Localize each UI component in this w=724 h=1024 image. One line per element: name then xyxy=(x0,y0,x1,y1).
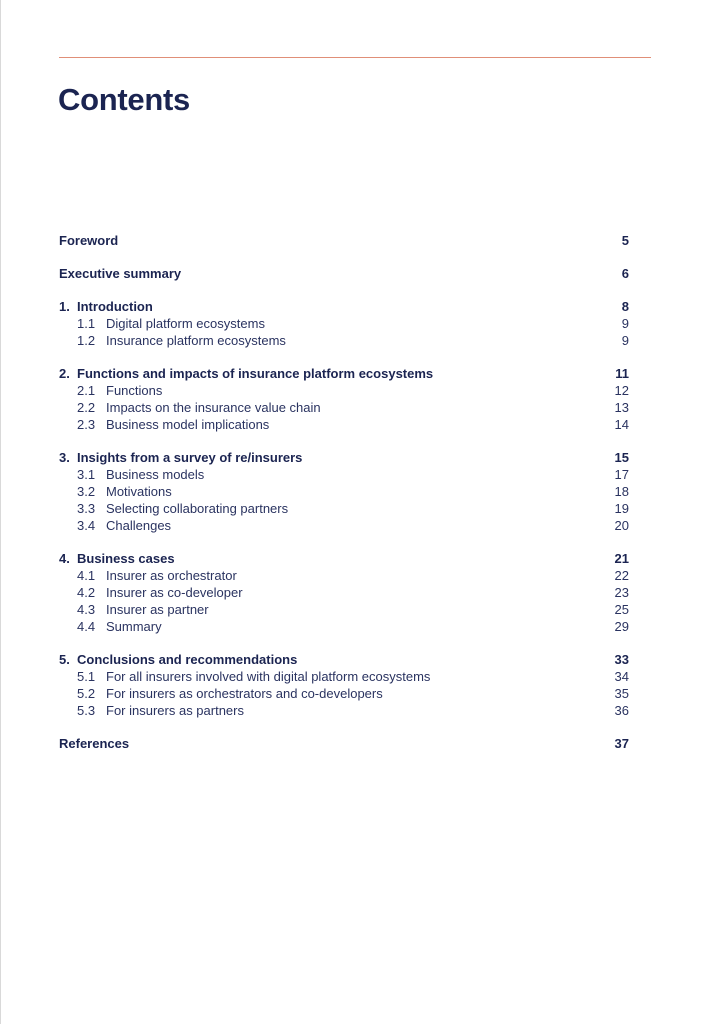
toc-entry-number: 1. xyxy=(59,299,70,314)
toc-subentry-page: 22 xyxy=(614,568,629,583)
header-rule xyxy=(59,57,651,58)
toc-subentry-page: 20 xyxy=(614,518,629,533)
toc-subentry[interactable] xyxy=(59,332,629,349)
toc-entry-page: 11 xyxy=(615,366,629,381)
toc-subentry-number: 3.4 xyxy=(77,518,96,533)
toc-entry-page: 33 xyxy=(614,652,629,667)
toc-subentry-label: For insurers as partners xyxy=(106,703,244,718)
toc-subentry-number: 4.2 xyxy=(77,585,96,600)
toc-subentry-number: 1.2 xyxy=(77,333,96,348)
toc-subentry[interactable] xyxy=(59,618,629,635)
toc-entry-page: 8 xyxy=(621,299,629,314)
toc-subentry-page: 14 xyxy=(614,417,629,432)
toc-section xyxy=(59,550,629,635)
toc-section xyxy=(59,265,629,282)
toc-entry[interactable] xyxy=(59,298,629,315)
toc-subentry[interactable] xyxy=(59,500,629,517)
toc-subentry-page: 29 xyxy=(614,619,629,634)
toc-subentry-page: 23 xyxy=(614,585,629,600)
toc-subentry-number: 3.2 xyxy=(77,484,96,499)
toc-subentry[interactable] xyxy=(59,399,629,416)
toc-entry-label: Executive summary xyxy=(59,266,182,281)
toc-subentry-label: Insurer as orchestrator xyxy=(106,568,237,583)
toc-entry-number: 4. xyxy=(59,551,70,566)
toc-section xyxy=(59,449,629,534)
toc-subentry-number: 4.1 xyxy=(77,568,96,583)
toc-entry-label: Conclusions and recommendations xyxy=(77,652,298,667)
toc-subentry-label: For insurers as orchestrators and co-developers xyxy=(106,686,383,701)
toc-entry[interactable] xyxy=(59,550,629,567)
toc-entry-page: 15 xyxy=(614,450,629,465)
toc-entry[interactable] xyxy=(59,735,629,752)
toc-subentry-label: Impacts on the insurance value chain xyxy=(106,400,321,415)
toc-subentry-page: 19 xyxy=(614,501,629,516)
toc-entry-label: Foreword xyxy=(59,233,119,248)
toc-subentry-number: 4.3 xyxy=(77,602,96,617)
toc-section xyxy=(59,651,629,719)
toc-section xyxy=(59,232,629,249)
toc-subentry-label: Insurance platform ecosystems xyxy=(106,333,286,348)
toc-entry-number: 5. xyxy=(59,652,70,667)
toc-entry[interactable] xyxy=(59,265,629,282)
toc-entry-page: 37 xyxy=(614,736,629,751)
toc-subentry-page: 12 xyxy=(614,383,629,398)
toc-subentry[interactable] xyxy=(59,702,629,719)
toc-subentry-label: Insurer as co-developer xyxy=(106,585,243,600)
toc-subentry-page: 18 xyxy=(614,484,629,499)
toc-subentry[interactable] xyxy=(59,483,629,500)
toc-entry-label: References xyxy=(59,736,130,751)
toc-subentry-label: Digital platform ecosystems xyxy=(106,316,265,331)
toc-subentry[interactable] xyxy=(59,517,629,534)
toc-entry-label: Functions and impacts of insurance platform ecosystems xyxy=(77,366,434,381)
toc-subentry[interactable] xyxy=(59,685,629,702)
toc-subentry-number: 2.1 xyxy=(77,383,96,398)
toc-subentry-number: 3.1 xyxy=(77,467,96,482)
toc-subentry-label: Business model implications xyxy=(106,417,270,432)
toc-entry-number: 2. xyxy=(59,366,70,381)
toc-subentry-label: For all insurers involved with digital platform ecosystems xyxy=(106,669,431,684)
toc-section xyxy=(59,365,629,433)
toc-subentry[interactable] xyxy=(59,315,629,332)
toc-section xyxy=(59,735,629,752)
toc-entry[interactable] xyxy=(59,232,629,249)
toc-entry[interactable] xyxy=(59,651,629,668)
toc-entry-number: 3. xyxy=(59,450,70,465)
toc-subentry-number: 1.1 xyxy=(77,316,96,331)
toc-entry-label: Introduction xyxy=(77,299,153,314)
toc-entry-page: 21 xyxy=(614,551,629,566)
toc-subentry-label: Motivations xyxy=(106,484,172,499)
toc-subentry-page: 25 xyxy=(614,602,629,617)
toc-subentry[interactable] xyxy=(59,466,629,483)
table-of-contents xyxy=(59,232,629,768)
toc-entry-page: 5 xyxy=(621,233,629,248)
toc-subentry-number: 5.3 xyxy=(77,703,96,718)
toc-subentry-page: 35 xyxy=(614,686,629,701)
toc-subentry[interactable] xyxy=(59,382,629,399)
toc-subentry-page: 36 xyxy=(614,703,629,718)
toc-subentry[interactable] xyxy=(59,416,629,433)
toc-subentry-number: 4.4 xyxy=(77,619,96,634)
toc-subentry-label: Selecting collaborating partners xyxy=(106,501,289,516)
toc-subentry-number: 5.1 xyxy=(77,669,96,684)
toc-subentry-label: Challenges xyxy=(106,518,172,533)
toc-subentry-number: 2.3 xyxy=(77,417,96,432)
toc-subentry[interactable] xyxy=(59,668,629,685)
toc-entry[interactable] xyxy=(59,365,629,382)
toc-subentry-number: 3.3 xyxy=(77,501,96,516)
toc-subentry-number: 5.2 xyxy=(77,686,96,701)
toc-subentry[interactable] xyxy=(59,601,629,618)
toc-subentry-label: Insurer as partner xyxy=(106,602,209,617)
toc-subentry-number: 2.2 xyxy=(77,400,96,415)
toc-subentry-page: 34 xyxy=(614,669,629,684)
toc-subentry-label: Summary xyxy=(106,619,162,634)
page-title: Contents xyxy=(58,82,190,117)
toc-subentry[interactable] xyxy=(59,567,629,584)
toc-entry-label: Insights from a survey of re/insurers xyxy=(77,450,303,465)
toc-subentry-page: 9 xyxy=(621,333,629,348)
toc-entry[interactable] xyxy=(59,449,629,466)
toc-section xyxy=(59,298,629,349)
toc-subentry-label: Business models xyxy=(106,467,205,482)
toc-subentry-page: 17 xyxy=(614,467,629,482)
toc-entry-page: 6 xyxy=(621,266,629,281)
toc-subentry-page: 13 xyxy=(614,400,629,415)
toc-subentry[interactable] xyxy=(59,584,629,601)
page-edge xyxy=(0,0,1,1024)
toc-entry-label: Business cases xyxy=(77,551,175,566)
toc-subentry-page: 9 xyxy=(621,316,629,331)
toc-subentry-label: Functions xyxy=(106,383,163,398)
